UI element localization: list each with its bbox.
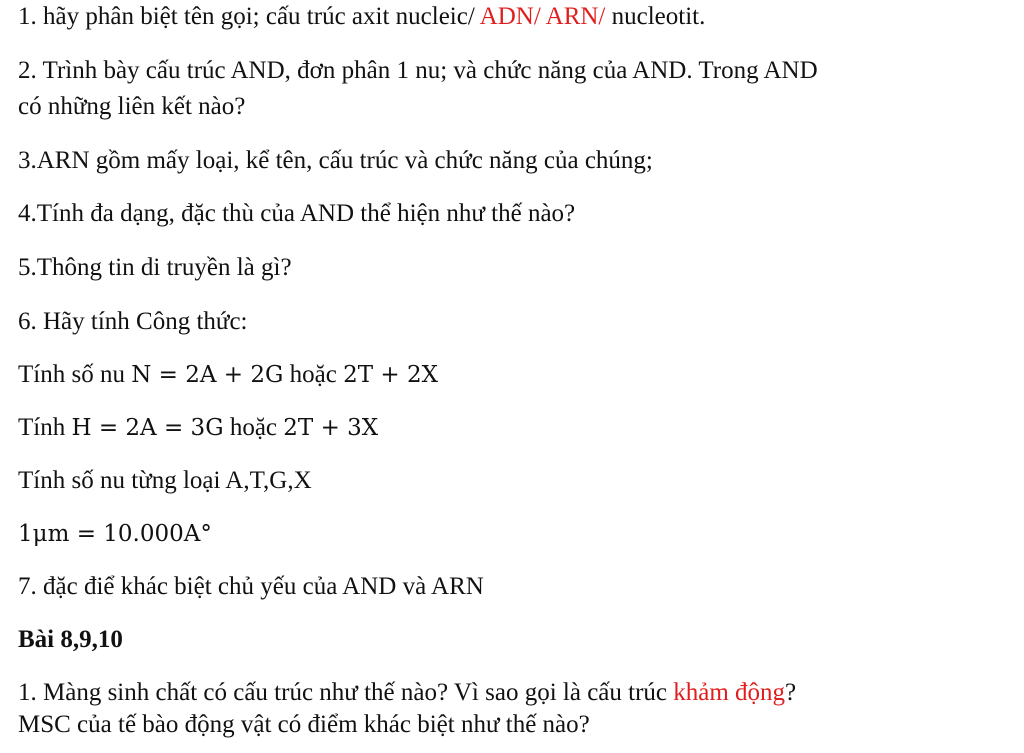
section-question-1-text: 1. Màng sinh chất có cấu trúc như thế nào? Vì sao gọi là cấu trúc (18, 679, 674, 706)
formula-4-math: 1μm = 10.000A° (18, 521, 212, 547)
section-question-2: MSC của tế bào động vật có điểm khác biệt như thế nào? (18, 711, 590, 738)
formula-1-label: Tính số nu (18, 361, 132, 388)
formula-1-math-alt: 2T + 2X (343, 362, 438, 388)
section-question-1 (18, 678, 796, 708)
section-question-1-highlight: khảm động (673, 679, 786, 706)
formula-2-or: hoặc (223, 414, 284, 441)
question-4: 4.Tính đa dạng, đặc thù của AND thể hiện như thế nào? (18, 200, 576, 227)
question-2-line-1: 2. Trình bày cấu trúc AND, đơn phân 1 nu; và chức năng của AND. Trong AND (18, 57, 818, 84)
formula-1-math: N = 2A + 2G (131, 362, 284, 388)
section-heading: Bài 8,9,10 (18, 626, 123, 653)
formula-2-label: Tính (18, 414, 72, 441)
question-1-highlight: ADN/ ARN/ (479, 3, 606, 30)
formula-unit-conversion (18, 519, 212, 549)
question-3: 3.ARN gồm mấy loại, kể tên, cấu trúc và chức năng của chúng; (18, 147, 653, 174)
question-7: 7. đặc điể khác biệt chủ yếu của AND và ARN (18, 573, 484, 600)
formula-2-math: H = 2A = 3G (71, 415, 224, 441)
question-1-end: nucleotit. (605, 3, 706, 30)
question-6: 6. Hãy tính Công thức: (18, 308, 248, 335)
question-5: 5.Thông tin di truyền là gì? (18, 254, 292, 281)
formula-nucleotide-count (18, 360, 438, 390)
formula-hydrogen-bonds (18, 413, 378, 443)
formula-2-math-alt: 2T + 3X (283, 415, 379, 441)
section-question-1-end: ? (785, 679, 797, 706)
question-1 (18, 2, 705, 32)
formula-1-or: hoặc (283, 361, 344, 388)
formula-each-type: Tính số nu từng loại A,T,G,X (18, 467, 312, 494)
question-1-text: 1. hãy phân biệt tên gọi; cấu trúc axit nucleic/ (18, 3, 480, 30)
question-2-line-2: có những liên kết nào? (18, 93, 246, 120)
